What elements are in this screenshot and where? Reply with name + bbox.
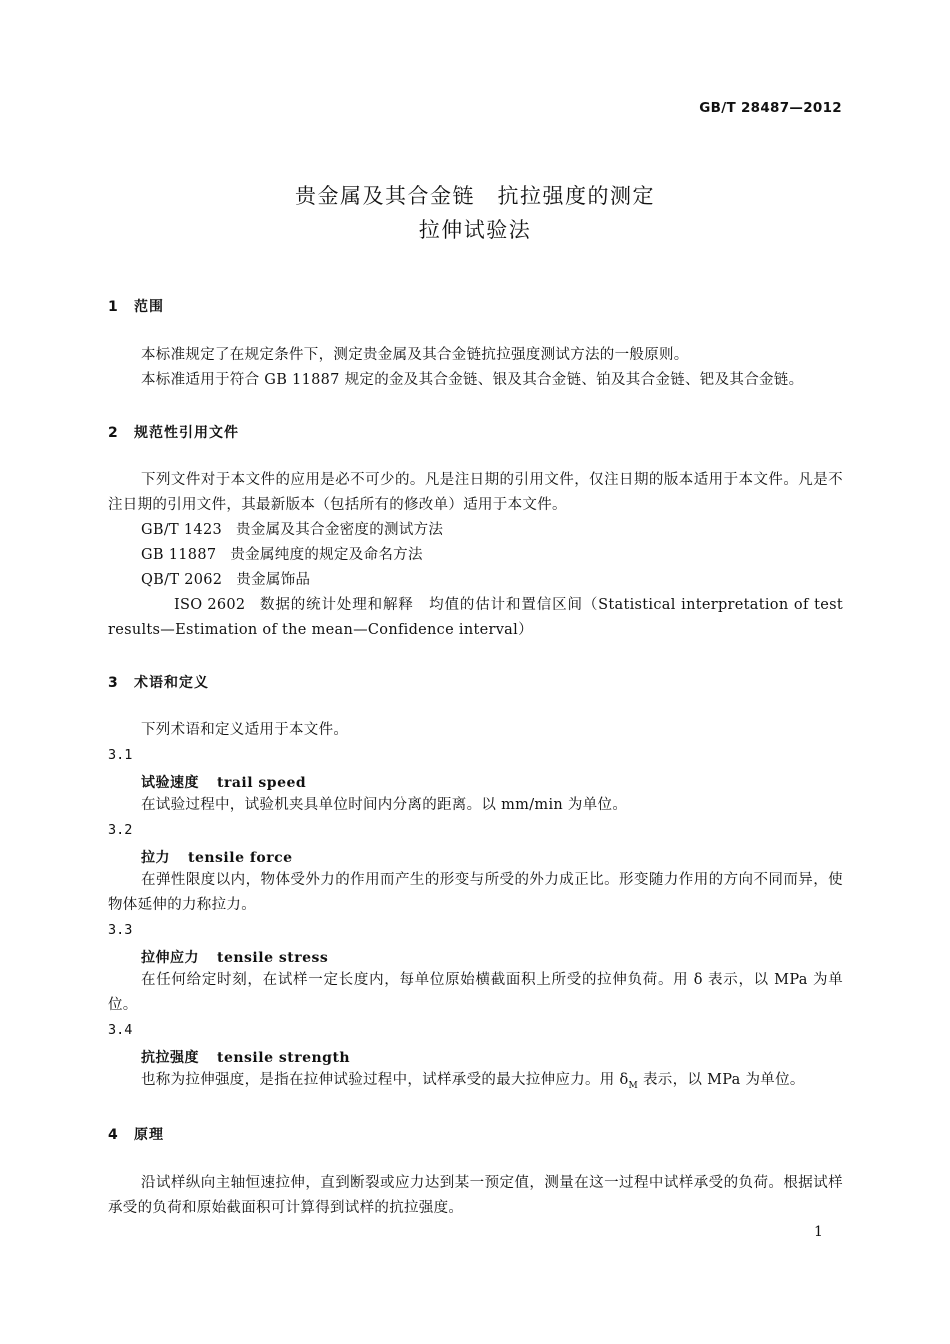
reference-title: 贵金属饰品 — [236, 572, 311, 588]
term-definition: 在任何给定时刻，在试样一定长度内，每单位原始横截面积上所受的拉伸负荷。用 δ 表示，以 MPa 为单位。 — [108, 972, 843, 1013]
document-title-line1: 贵金属及其合金链 抗拉强度的测定 — [295, 184, 655, 208]
term-number: 3.4 — [108, 1022, 133, 1038]
section-number: 2 — [108, 425, 119, 441]
reference-item — [141, 568, 843, 593]
section-title: 术语和定义 — [134, 675, 209, 691]
term-number: 3.1 — [108, 747, 133, 763]
term-chinese: 抗拉强度 — [141, 1050, 199, 1066]
term-heading — [141, 1047, 350, 1067]
reference-item — [141, 543, 843, 568]
reference-code: QB/T 2062 — [141, 572, 223, 588]
term-english: tensile stress — [217, 950, 329, 966]
reference-item — [108, 593, 843, 643]
section-1-paragraph-1: 本标准规定了在规定条件下，测定贵金属及其合金链抗拉强度测试方法的一般原则。 — [141, 347, 689, 363]
section-4-paragraph: 沿试样纵向主轴恒速拉伸，直到断裂或应力达到某一预定值，测量在这一过程中试样承受的负荷。根据试样承受的负荷和原始截面积可计算得到试样的抗拉强度。 — [108, 1175, 843, 1216]
term-heading — [141, 847, 293, 867]
section-4-heading — [108, 1124, 164, 1144]
reference-code: ISO 2602 — [174, 597, 246, 613]
term-chinese: 试验速度 — [141, 775, 199, 791]
term-english: tensile strength — [217, 1050, 351, 1066]
section-1-heading — [108, 296, 164, 316]
page-number: 1 — [814, 1224, 823, 1240]
term-chinese: 拉伸应力 — [141, 950, 199, 966]
term-number: 3.2 — [108, 822, 133, 838]
section-title: 范围 — [134, 299, 164, 315]
section-1-paragraph-2: 本标准适用于符合 GB 11887 规定的金及其合金链、银及其合金链、铂及其合金链、钯及其合金链。 — [141, 372, 804, 388]
term-english: tensile force — [188, 850, 293, 866]
term-definition-part-a: 也称为拉伸强度，是指在拉伸试验过程中，试样承受的最大拉伸应力。用 δ — [141, 1072, 629, 1088]
section-3-intro: 下列术语和定义适用于本文件。 — [141, 722, 349, 738]
subscript-m: M — [628, 1080, 639, 1091]
section-number: 3 — [108, 675, 119, 691]
term-definition-part-b: 表示，以 MPa 为单位。 — [638, 1072, 805, 1088]
term-definition: 在试验过程中，试验机夹具单位时间内分离的距离。以 mm/min 为单位。 — [141, 797, 628, 813]
reference-code: GB 11887 — [141, 547, 217, 563]
reference-title: 贵金属及其合金密度的测试方法 — [236, 522, 444, 538]
document-title-line2: 拉伸试验法 — [418, 218, 532, 242]
section-2-heading — [108, 422, 239, 442]
term-definition — [108, 1068, 843, 1099]
reference-title: 数据的统计处理和解释 均值的估计和置信区间（Statistical interpretation of test results—Estimation of the mean—Confidence interval） — [108, 597, 843, 638]
standard-code: GB/T 28487—2012 — [699, 100, 842, 116]
term-english: trail speed — [217, 775, 307, 791]
section-3-heading — [108, 672, 209, 692]
term-definition: 在弹性限度以内，物体受外力的作用而产生的形变与所受的外力成正比。形变随力作用的方向不同而异，使物体延伸的力称拉力。 — [108, 872, 843, 913]
term-heading — [141, 947, 328, 967]
term-heading — [141, 772, 306, 792]
section-2-intro: 下列文件对于本文件的应用是必不可少的。凡是注日期的引用文件，仅注日期的版本适用于本文件。凡是不注日期的引用文件，其最新版本（包括所有的修改单）适用于本文件。 — [108, 472, 843, 513]
section-title: 原理 — [134, 1127, 164, 1143]
reference-item — [141, 518, 843, 543]
section-number: 4 — [108, 1127, 119, 1143]
reference-code: GB/T 1423 — [141, 522, 223, 538]
term-number: 3.3 — [108, 922, 133, 938]
section-number: 1 — [108, 299, 119, 315]
section-title: 规范性引用文件 — [134, 425, 239, 441]
term-chinese: 拉力 — [141, 850, 170, 866]
reference-title: 贵金属纯度的规定及命名方法 — [230, 547, 423, 563]
